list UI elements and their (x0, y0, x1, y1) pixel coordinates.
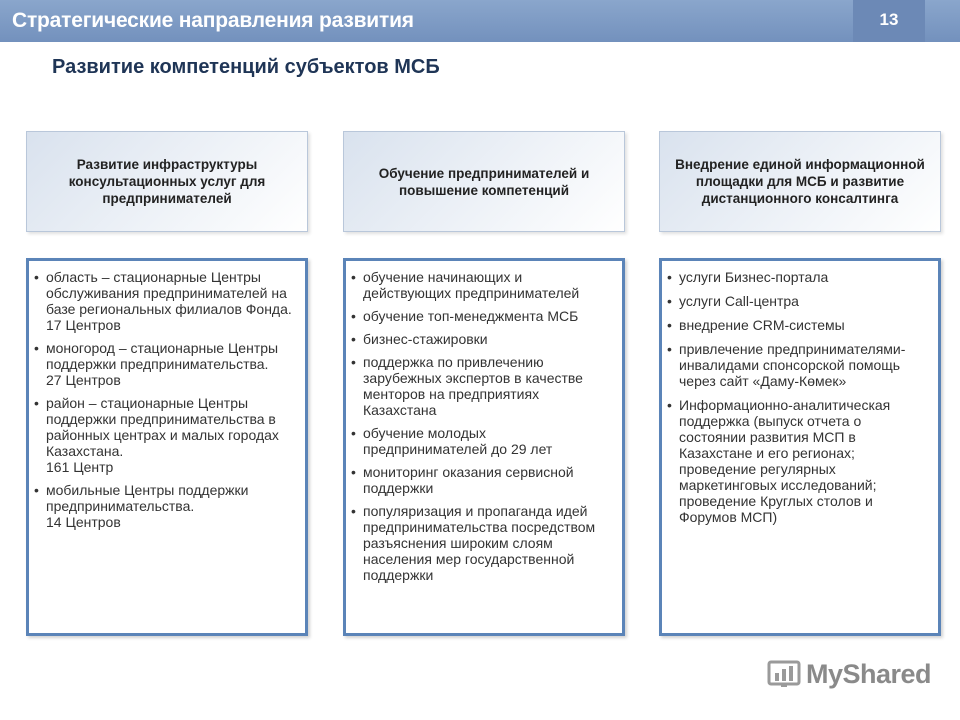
myshared-logo-icon (767, 659, 801, 689)
list-item: • услуги Call-центра (666, 293, 930, 309)
column-1-body (26, 258, 308, 636)
list-item: • Информационно-аналитическая поддержка (выпуск отчета о состоянии развития МСП в Казахстане и его регионах; проведение регулярных маркетинговых исследований; проведение Круглых столов и Форумов МСП) (666, 397, 930, 525)
column-1-heading: Развитие инфраструктуры консультационных услуг для предпринимателей (26, 131, 308, 232)
column-2-list (350, 269, 614, 583)
page-number-box (853, 0, 925, 42)
column-2-heading: Обучение предпринимателей и повышение компетенций (343, 131, 625, 232)
list-item: • внедрение CRM-системы (666, 317, 930, 333)
list-item: • популяризация и пропаганда идей предпринимательства посредством разъяснения широким слоям населения мер государственной поддержки (350, 503, 614, 583)
myshared-watermark[interactable] (767, 658, 931, 690)
list-item: • обучение начинающих и действующих предпринимателей (350, 269, 614, 301)
column-1-list (33, 269, 297, 530)
list-item: • привлечение предпринимателями-инвалидами спонсорской помощь через сайт «Даму-Көмек» (666, 341, 930, 389)
column-2-body (343, 258, 625, 636)
list-item: • район – стационарные Центры поддержки предпринимательства в районных центрах и малых городах Казахстана. 161 Центр (33, 395, 297, 475)
list-item: • поддержка по привлечению зарубежных экспертов в качестве менторов на предприятиях Казахстана (350, 354, 614, 418)
list-item: • обучение топ-менеджмента МСБ (350, 308, 614, 324)
slide-title: Стратегические направления развития (12, 9, 414, 32)
column-3-body (659, 258, 941, 636)
column-3-list (666, 269, 930, 525)
title-bar (0, 0, 960, 42)
page-number: 13 (879, 10, 899, 29)
watermark-text: MyShared (806, 658, 932, 689)
column-3-heading: Внедрение единой информационной площадки для МСБ и развитие дистанционного консалтинга (659, 131, 941, 232)
list-item: • обучение молодых предпринимателей до 29 лет (350, 425, 614, 457)
slide-subtitle: Развитие компетенций субъектов МСБ (52, 56, 440, 78)
list-item: • область – стационарные Центры обслуживания предпринимателей на базе региональных филиалов Фонда. 17 Центров (33, 269, 297, 333)
list-item: • мобильные Центры поддержки предпринимательства. 14 Центров (33, 482, 297, 530)
list-item: • бизнес-стажировки (350, 331, 614, 347)
list-item: • мониторинг оказания сервисной поддержки (350, 464, 614, 496)
list-item: • моногород – стационарные Центры поддержки предпринимательства. 27 Центров (33, 340, 297, 388)
list-item: • услуги Бизнес-портала (666, 269, 930, 285)
